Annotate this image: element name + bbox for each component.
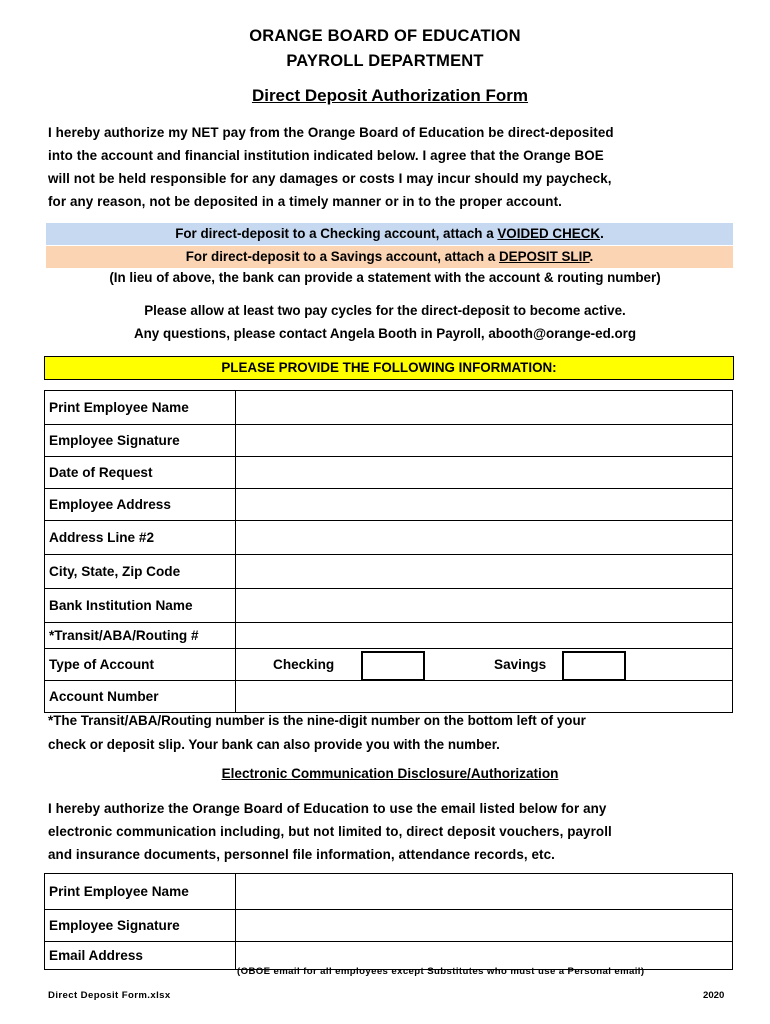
ecd-title: Electronic Communication Disclosure/Authorization [221, 766, 559, 781]
lieu-note: (In lieu of above, the bank can provide a statement with the account & routing number) [109, 270, 661, 285]
form-row [45, 457, 733, 489]
deposit-slip-text: DEPOSIT SLIP [498, 249, 590, 264]
row-label: Bank Institution Name [45, 589, 236, 623]
row-label: Date of Request [45, 457, 236, 489]
email-note: (OBOE email for all employees except Substitutes who must use a Personal email) [237, 966, 645, 977]
ecd-paragraph [48, 797, 738, 866]
bank-institution-name-field[interactable] [236, 589, 733, 623]
checking-suffix: . [600, 226, 604, 241]
form-row [45, 521, 733, 555]
savings-instruction [46, 246, 733, 268]
employee-signature-field[interactable] [236, 425, 733, 457]
ecd-employee-signature-field[interactable] [236, 910, 733, 942]
savings-suffix: . [589, 249, 594, 264]
paragraph-line: electronic communication including, but not limited to, direct deposit vouchers, payroll [48, 824, 612, 839]
paragraph-line: for any reason, not be deposited in a timely manner or in to the proper account. [48, 194, 562, 209]
city-state-zip-field[interactable] [236, 555, 733, 589]
routing-note [48, 709, 586, 757]
questions-note: Any questions, please contact Angela Booth in Payroll, abooth@orange-ed.org [133, 326, 637, 341]
org-name: ORANGE BOARD OF EDUCATION [249, 27, 521, 45]
authorization-paragraph [48, 121, 738, 213]
form-row [45, 589, 733, 623]
paragraph-line: I hereby authorize the Orange Board of Education to use the email listed below for any [48, 801, 607, 816]
savings-label: Savings [494, 657, 547, 672]
department-name: PAYROLL DEPARTMENT [286, 52, 484, 70]
account-number-field[interactable] [236, 681, 733, 713]
checking-label: Checking [273, 657, 335, 672]
paragraph-line: I hereby authorize my NET pay from the Orange Board of Education be direct-deposited [48, 125, 614, 140]
paragraph-line: and insurance documents, personnel file information, attendance records, etc. [48, 847, 555, 862]
row-label: Account Number [45, 681, 236, 713]
checking-instruction [46, 223, 733, 245]
row-label: Employee Address [45, 489, 236, 521]
row-label: City, State, Zip Code [45, 555, 236, 589]
ecd-print-employee-name-field[interactable] [236, 874, 733, 910]
row-label: Email Address [45, 942, 236, 970]
paragraph-line: into the account and financial institution indicated below. I agree that the Orange BOE [48, 148, 604, 163]
row-label: Employee Signature [45, 425, 236, 457]
info-banner: PLEASE PROVIDE THE FOLLOWING INFORMATION: [44, 356, 734, 380]
form-row [45, 681, 733, 713]
row-label: Employee Signature [45, 910, 236, 942]
savings-prefix: For direct-deposit to a Savings account, attach a [185, 249, 499, 264]
form-row [45, 874, 733, 910]
print-employee-name-field[interactable] [236, 391, 733, 425]
savings-checkbox[interactable] [562, 651, 626, 681]
ecd-table [44, 873, 733, 970]
note-line: *The Transit/ABA/Routing number is the nine-digit number on the bottom left of your [48, 713, 586, 728]
routing-number-field[interactable] [236, 623, 733, 649]
row-label: Print Employee Name [45, 391, 236, 425]
form-row [45, 391, 733, 425]
date-of-request-field[interactable] [236, 457, 733, 489]
checking-prefix: For direct-deposit to a Checking account, attach a [175, 226, 498, 241]
address-line-2-field[interactable] [236, 521, 733, 555]
row-label: Address Line #2 [45, 521, 236, 555]
row-label: *Transit/ABA/Routing # [45, 623, 236, 649]
paragraph-line: will not be held responsible for any damages or costs I may incur should my paycheck, [48, 171, 612, 186]
form-row [45, 489, 733, 521]
form-row [45, 910, 733, 942]
checking-checkbox[interactable] [361, 651, 425, 681]
note-line: check or deposit slip. Your bank can also provide you with the number. [48, 737, 500, 752]
form-row [45, 425, 733, 457]
form-row [45, 623, 733, 649]
employee-address-field[interactable] [236, 489, 733, 521]
row-label: Type of Account [45, 649, 236, 681]
footer-filename: Direct Deposit Form.xlsx [48, 990, 171, 1001]
form-title: Direct Deposit Authorization Form [251, 86, 529, 105]
row-label: Print Employee Name [45, 874, 236, 910]
form-row [45, 555, 733, 589]
allow-note: Please allow at least two pay cycles for the direct-deposit to become active. [144, 303, 626, 318]
voided-check-text: VOIDED CHECK [497, 226, 601, 241]
footer-year: 2020 [703, 990, 725, 1001]
